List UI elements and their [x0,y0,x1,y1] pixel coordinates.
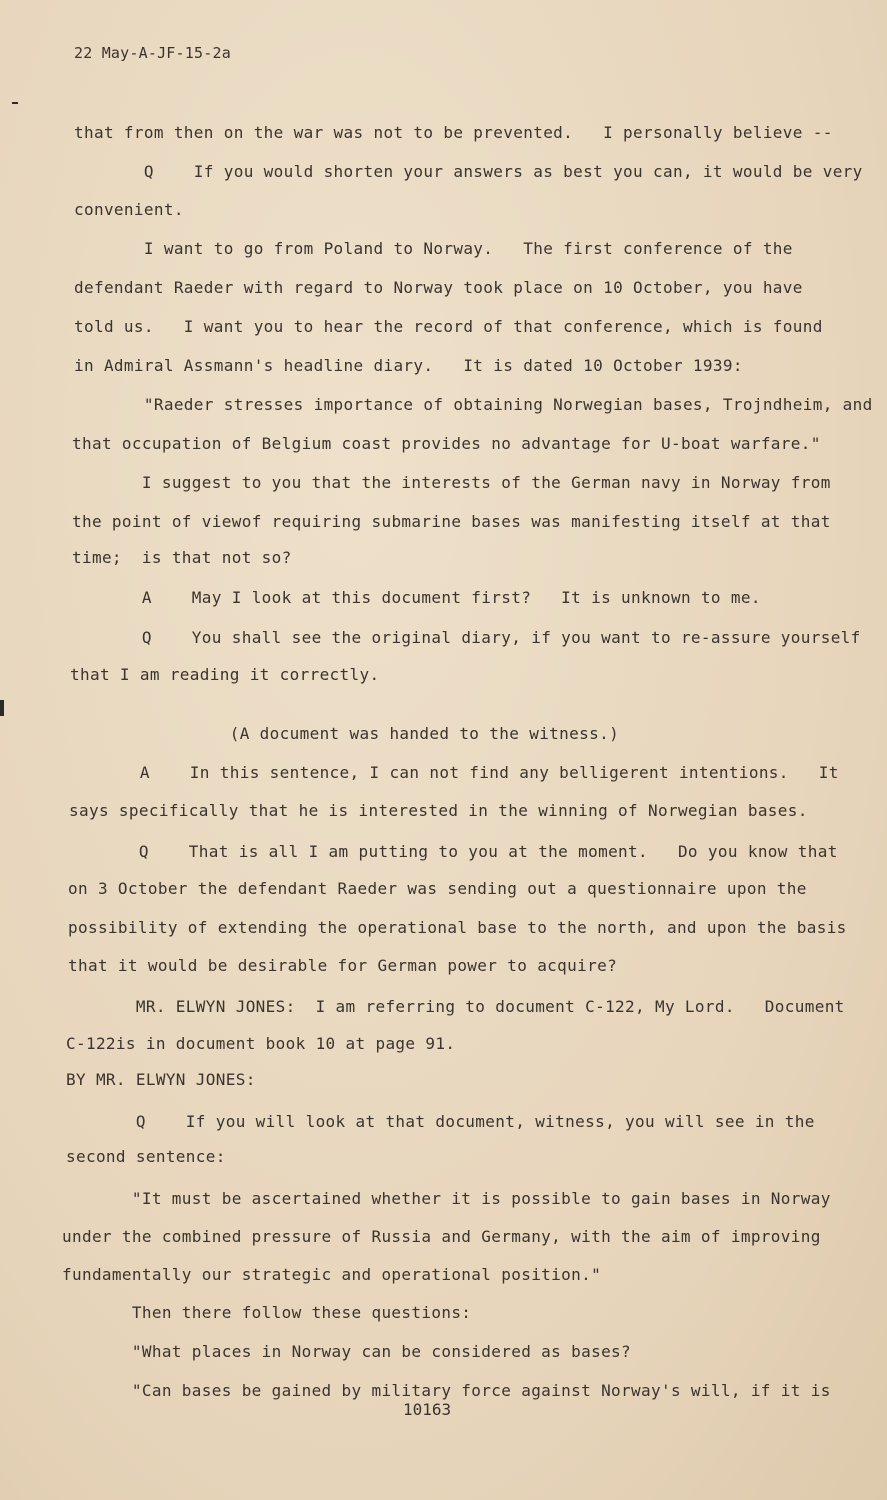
transcript-line: time; is that not so? [72,548,292,567]
transcript-line: "It must be ascertained whether it is possible to gain bases in Norway [62,1189,831,1208]
transcript-line: "Can bases be gained by military force against Norway's will, if it is [62,1381,831,1400]
transcript-line: "What places in Norway can be considered as bases? [62,1342,632,1361]
transcript-line: that occupation of Belgium coast provides no advantage for U-boat warfare." [72,434,821,453]
transcript-line: in Admiral Assmann's headline diary. It is dated 10 October 1939: [74,356,743,375]
transcript-line: Then there follow these questions: [62,1303,472,1322]
transcript-line: Q That is all I am putting to you at the moment. Do you know that [69,842,838,861]
transcript-line: "Raeder stresses importance of obtaining Norwegian bases, Trojndheim, and [74,395,873,414]
transcript-line: defendant Raeder with regard to Norway took place on 10 October, you have [74,278,803,297]
transcript-line: BY MR. ELWYN JONES: [66,1070,256,1089]
transcript-line: under the combined pressure of Russia and Germany, with the aim of improving [62,1227,821,1246]
transcript-line: the point of viewof requiring submarine bases was manifesting itself at that [72,512,831,531]
transcript-line: second sentence: [66,1147,226,1166]
transcript-line: Q If you would shorten your answers as best you can, it would be very [74,162,863,181]
page-number: 10163 [403,1400,452,1419]
margin-edge-mark [0,700,4,716]
transcript-line: C-122is in document book 10 at page 91. [66,1034,456,1053]
transcript-line: convenient. [74,200,184,219]
transcript-line: that it would be desirable for German power to acquire? [68,956,618,975]
transcript-line: A In this sentence, I can not find any belligerent intentions. It [70,763,839,782]
transcript-line: told us. I want you to hear the record of that conference, which is found [74,317,823,336]
transcript-line: MR. ELWYN JONES: I am referring to document C-122, My Lord. Document [66,997,845,1016]
transcript-line: that from then on the war was not to be prevented. I personally believe -- [74,123,833,142]
transcript-line: Q You shall see the original diary, if you want to re-assure yourself [72,628,861,647]
transcript-line: (A document was handed to the witness.) [70,724,620,743]
transcript-line: possibility of extending the operational base to the north, and upon the basis [68,918,847,937]
transcript-line: I suggest to you that the interests of the German navy in Norway from [72,473,831,492]
margin-tick-mark [12,102,18,104]
transcript-line: says specifically that he is interested in the winning of Norwegian bases. [69,801,808,820]
transcript-line: Q If you will look at that document, witness, you will see in the [66,1112,815,1131]
transcript-line: A May I look at this document first? It is unknown to me. [72,588,761,607]
transcript-line: that I am reading it correctly. [70,665,380,684]
transcript-line: I want to go from Poland to Norway. The first conference of the [74,239,793,258]
document-reference-header: 22 May-A-JF-15-2a [74,44,231,62]
transcript-line: fundamentally our strategic and operational position." [62,1265,602,1284]
transcript-line: on 3 October the defendant Raeder was sending out a questionnaire upon the [68,879,807,898]
